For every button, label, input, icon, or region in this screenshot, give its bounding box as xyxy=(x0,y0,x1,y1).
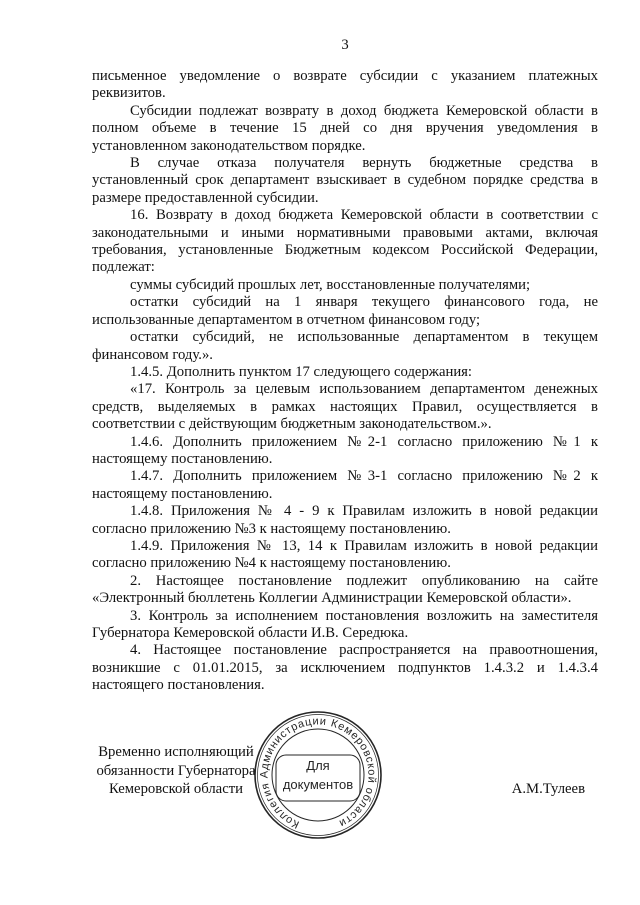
text-line: настоящего постановления. xyxy=(92,677,265,694)
paragraph xyxy=(92,503,598,538)
text-line: соответствии с действующим бюджетным законодательством.». xyxy=(92,416,492,433)
text-line: размере предоставленной субсидии. xyxy=(92,189,319,206)
stamp-outer-ring xyxy=(255,712,381,838)
document-body xyxy=(92,68,598,695)
stamp-center-text: документов xyxy=(282,777,354,792)
text-line: 1.4.5. Дополнить пунктом 17 следующего содержания: xyxy=(130,363,473,380)
signatory-position-line: Кемеровской области xyxy=(109,781,243,797)
page-number: 3 xyxy=(341,37,349,53)
text-line: настоящему постановлению. xyxy=(92,450,273,467)
text-line: «Электронный бюллетень Коллегии Администрации Кемеровской области». xyxy=(92,590,572,607)
text-line: средств, выделяемых в рамках настоящих Правил, осуществляется в xyxy=(92,398,598,415)
text-line: возникшие с 01.01.2015, за исключением подпунктов 1.4.3.2 и 1.4.3.4 xyxy=(92,659,598,676)
text-line: установленном законодательством порядке. xyxy=(92,137,366,154)
text-line: 1.4.9. Приложения № 13, 14 к Правилам изложить в новой редакции xyxy=(130,537,598,554)
text-line: «17. Контроль за целевым использованием департаментом денежных xyxy=(130,381,598,398)
paragraph xyxy=(92,329,598,364)
paragraph xyxy=(92,381,598,433)
paragraph xyxy=(92,468,598,503)
paragraph xyxy=(92,434,598,469)
text-line: согласно приложению №4 к настоящему постановлению. xyxy=(92,555,451,572)
paragraph xyxy=(92,294,598,329)
official-stamp xyxy=(248,705,388,845)
text-line: суммы субсидий прошлых лет, восстановленные получателями; xyxy=(130,276,531,293)
stamp-inner-circle xyxy=(272,729,364,821)
text-line: согласно приложению №3 к настоящему постановлению. xyxy=(92,520,451,537)
text-line: 1.4.8. Приложения № 4 - 9 к Правилам изложить в новой редакции xyxy=(130,503,598,520)
text-line: законодательными и иными нормативными правовыми актами, включая xyxy=(92,224,598,241)
text-line: настоящему постановлению. xyxy=(92,485,273,502)
text-line: В случае отказа получателя вернуть бюджетные средства в xyxy=(130,155,598,172)
stamp-center-text: Для xyxy=(306,758,330,773)
text-line: использованные департаментом в отчетном финансовом году; xyxy=(92,311,481,328)
text-line: установленный срок департамент взыскивает в судебном порядке средства в xyxy=(92,172,598,189)
signatory-position-line: Временно исполняющий xyxy=(98,744,254,760)
text-line: финансовом году.». xyxy=(92,346,213,363)
paragraph xyxy=(92,608,598,643)
stamp-ring-text-path: Коллегия Администрации Кемеровской области xyxy=(258,715,378,831)
text-line: остатки субсидий на 1 января текущего финансового года, не xyxy=(130,294,598,311)
paragraph xyxy=(92,538,598,573)
paragraph xyxy=(92,642,598,694)
paragraph xyxy=(92,103,598,155)
text-line: 16. Возврату в доход бюджета Кемеровской области в соответствии с xyxy=(130,207,598,224)
paragraph xyxy=(92,364,598,381)
text-line: реквизитов. xyxy=(92,85,166,102)
text-line: остатки субсидий, не использованные департаментом в текущем xyxy=(130,329,598,346)
paragraph xyxy=(92,155,598,207)
text-line: 1.4.6. Дополнить приложением №2-1 согласно приложению №1 к xyxy=(130,433,598,450)
paragraph xyxy=(92,207,598,277)
signatory-position-line: обязанности Губернатора xyxy=(96,762,256,779)
text-line: 4. Настоящее постановление распространяется на правоотношения, xyxy=(130,642,598,659)
signatory-name: А.М.Тулеев xyxy=(511,781,585,797)
paragraph xyxy=(92,68,598,103)
paragraph xyxy=(92,573,598,608)
text-line: полном объеме в течение 15 дней со дня вручения уведомления в xyxy=(92,120,598,137)
signatory-position xyxy=(86,743,266,799)
paragraph xyxy=(92,277,598,294)
text-line: подлежат: xyxy=(92,259,155,276)
text-line: письменное уведомление о возврате субсидии с указанием платежных xyxy=(92,68,598,84)
text-line: 2. Настоящее постановление подлежит опубликованию на сайте xyxy=(130,572,598,589)
text-line: 1.4.7. Дополнить приложением №3-1 согласно приложению №2 к xyxy=(130,468,598,485)
text-line: 3. Контроль за исполнением постановления возложить на заместителя xyxy=(130,607,598,624)
text-line: требования, установленные Бюджетным кодексом Российской Федерации, xyxy=(92,242,598,259)
text-line: Субсидии подлежат возврату в доход бюджета Кемеровской области в xyxy=(130,102,598,119)
text-line: Губернатора Кемеровской области И.В. Середюка. xyxy=(92,625,409,641)
